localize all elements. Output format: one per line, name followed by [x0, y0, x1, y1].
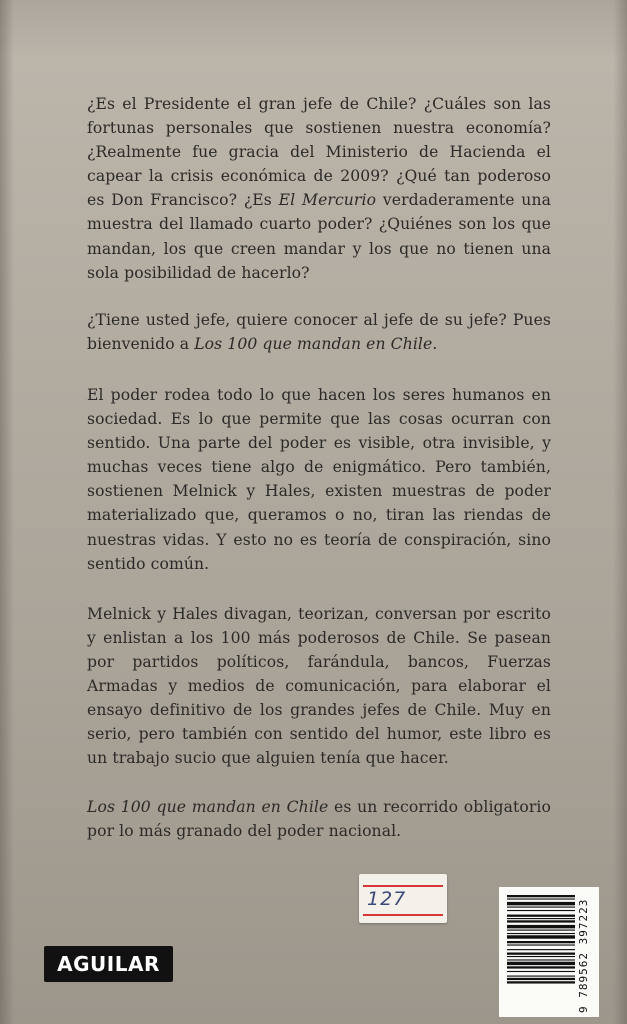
barcode-bar: [507, 962, 575, 965]
barcode-bar: [507, 930, 575, 931]
barcode-bar: [507, 920, 575, 922]
isbn-number: 9 789562 397223: [577, 898, 590, 1013]
barcode-bar: [507, 976, 575, 977]
blurb-paragraph-2: [87, 308, 551, 356]
price-sticker-value: 127: [367, 888, 407, 910]
barcode-bar: [507, 949, 575, 950]
sticker-red-line: [363, 885, 443, 887]
barcode-bar: [507, 907, 575, 908]
blurb-italic-title: El Mercurio: [278, 191, 377, 210]
barcode-bar: [507, 959, 575, 960]
barcode-bar: [507, 944, 575, 945]
barcode-bar: [507, 981, 575, 983]
barcode-bar: [507, 971, 575, 972]
blurb-text: El poder rodea todo lo que hacen los seres humanos en sociedad. Es lo que permite que las cosas ocurran con sentido. Una parte del poder es visible, otra invisible, y muchas veces tiene algo de enigmático. Pero también, sostienen Melnick y Hales, existen muestras de poder materializado que, queramos o no, tiran las riendas de nuestras vidas. Y esto no es teoría de conspiración, sino sentido común.: [87, 385, 551, 573]
blurb-italic-title: Los 100 que mandan en Chile: [87, 798, 329, 817]
barcode-bar: [507, 978, 575, 980]
barcode-bar: [507, 910, 575, 911]
barcode-bars: [507, 893, 575, 1009]
cover-right-edge: [613, 0, 627, 1024]
blurb-paragraph-5: [87, 795, 551, 843]
barcode-bar: [507, 966, 575, 968]
barcode-bar: [507, 935, 575, 938]
blurb-paragraph-3: [87, 383, 551, 576]
blurb-paragraph-4: [87, 602, 551, 771]
publisher-logo-text: AGUILAR: [57, 952, 160, 976]
blurb-italic-title: Los 100 que mandan en Chile: [194, 334, 433, 353]
blurb-paragraph-1: [87, 92, 551, 285]
blurb-text: .: [432, 334, 438, 353]
barcode-bar: [507, 933, 575, 934]
blurb-text: es un recorrido obligatorio por lo más granado del poder nacional.: [87, 798, 551, 841]
publisher-logo: [44, 946, 173, 982]
barcode-bar: [507, 902, 575, 905]
barcode-bar: [507, 956, 575, 957]
barcode-bar: [507, 941, 575, 943]
barcode-bar: [507, 915, 575, 917]
back-cover-blurb: [87, 92, 551, 867]
barcode-bar: [507, 895, 575, 897]
barcode-bar: [507, 918, 575, 919]
barcode-bar: [507, 953, 575, 955]
barcode-bar: [507, 898, 575, 899]
blurb-text: ¿Tiene usted jefe, quiere conocer al jefe de su jefe? Pues bienvenido a: [87, 310, 551, 353]
blurb-text: verdaderamente una muestra del llamado cuarto poder? ¿Quiénes son los que mandan, los que creen mandar y los que no tienen una sola posibilidad de hacerlo?: [87, 191, 551, 282]
cover-top-shadow: [0, 0, 627, 60]
sticker-red-line: [363, 914, 443, 916]
barcode-bar: [507, 925, 575, 928]
blurb-text: ¿Es el Presidente el gran jefe de Chile? ¿Cuáles son las fortunas personales que sostienen nuestra economía? ¿Realmente fue gracia del Ministerio de Hacienda el capear la crisis económica de 2009? ¿Qué tan poderoso es Don Francisco? ¿Es: [87, 95, 551, 210]
blurb-text: Melnick y Hales divagan, teorizan, conversan por escrito y enlistan a los 100 más poderosos de Chile. Se pasean por partidos políticos, farándula, bancos, Fuerzas Armadas y medios de comunicación, para elaborar el ensayo definitivo de los grandes jefes de Chile. Muy en serio, pero también con sentido del humor, este libro es un trabajo sucio que alguien tenía que hacer.: [87, 604, 551, 768]
isbn-barcode: [499, 887, 599, 1017]
price-sticker: [359, 874, 447, 923]
cover-left-edge: [0, 0, 14, 1024]
